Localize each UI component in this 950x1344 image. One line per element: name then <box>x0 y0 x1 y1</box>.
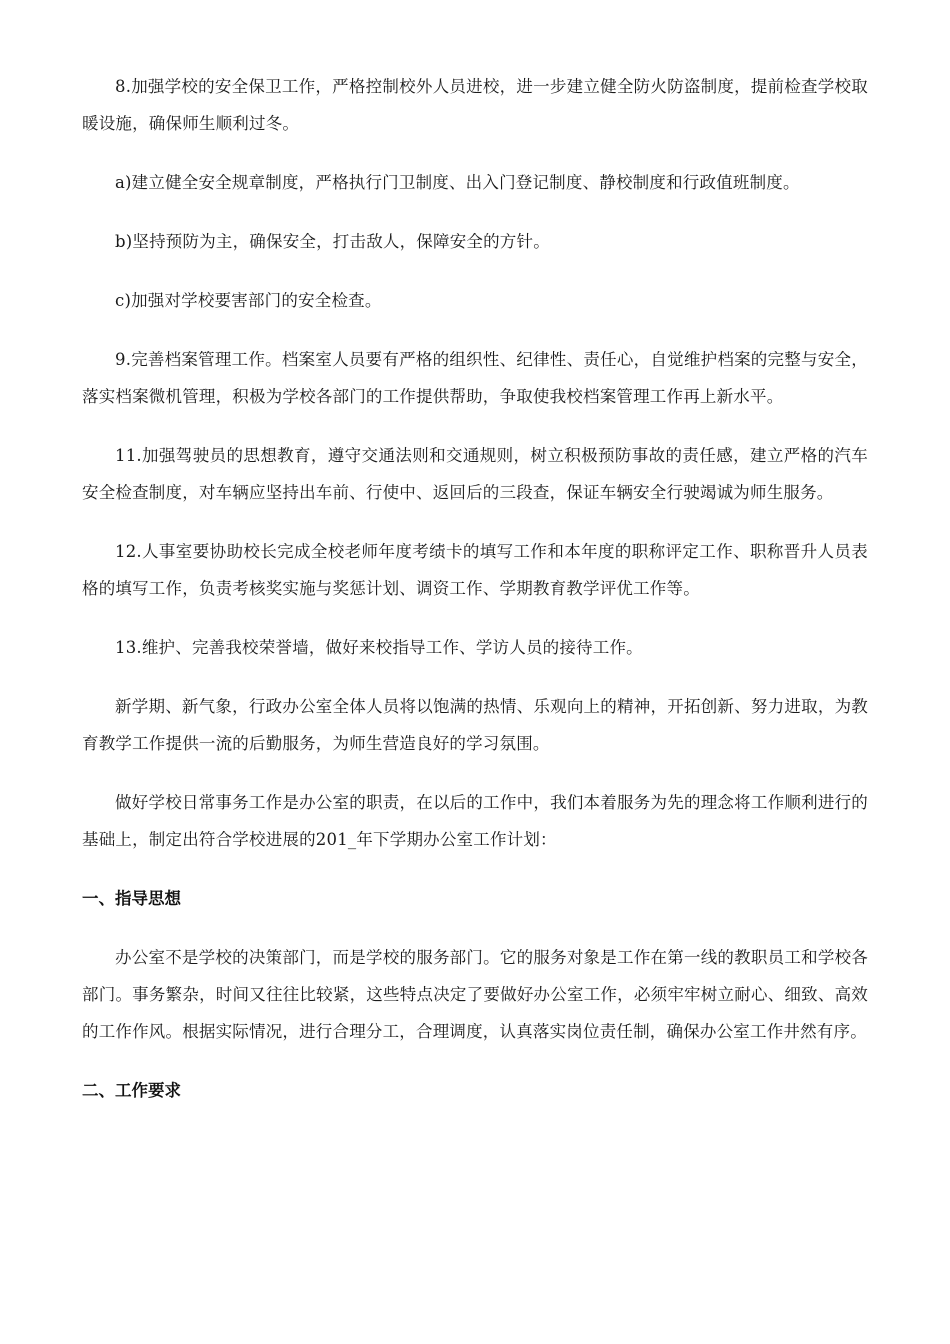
paragraph-guiding-ideology: 办公室不是学校的决策部门，而是学校的服务部门。它的服务对象是工作在第一线的教职员工和学校各部门。事务繁杂，时间又往往比较紧，这些特点决定了要做好办公室工作，必须牢牢树立耐心、细致、高效的工作作风。根据实际情况，进行合理分工，合理调度，认真落实岗位责任制，确保办公室工作井然有序。 <box>82 948 868 1041</box>
paragraph-item-a: a)建立健全安全规章制度，严格执行门卫制度、出入门登记制度、静校制度和行政值班制度。 <box>115 173 800 192</box>
paragraph-item-8: 8.加强学校的安全保卫工作，严格控制校外人员进校，进一步建立健全防火防盗制度，提前检查学校取暖设施，确保师生顺利过冬。 <box>82 77 868 133</box>
paragraph-item-c: c)加强对学校要害部门的安全检查。 <box>115 291 382 310</box>
paragraph-plan-intro: 做好学校日常事务工作是办公室的职责，在以后的工作中，我们本着服务为先的理念将工作顺利进行的基础上，制定出符合学校进展的201_年下学期办公室工作计划： <box>82 793 868 849</box>
paragraph-new-semester: 新学期、新气象，行政办公室全体人员将以饱满的热情、乐观向上的精神，开拓创新、努力进取，为教育教学工作提供一流的后勤服务，为师生营造良好的学习氛围。 <box>82 697 868 753</box>
paragraph-item-b: b)坚持预防为主，确保安全，打击敌人，保障安全的方针。 <box>115 232 550 251</box>
section-heading-guiding-ideology: 一、指导思想 <box>82 889 181 908</box>
section-heading-work-requirements: 二、工作要求 <box>82 1081 181 1100</box>
paragraph-item-13: 13.维护、完善我校荣誉墙，做好来校指导工作、学访人员的接待工作。 <box>115 638 643 657</box>
paragraph-item-11: 11.加强驾驶员的思想教育，遵守交通法则和交通规则，树立积极预防事故的责任感，建立严格的汽车安全检查制度，对车辆应坚持出车前、行使中、返回后的三段查，保证车辆安全行驶竭诚为师生服务。 <box>82 446 868 502</box>
paragraph-item-12: 12.人事室要协助校长完成全校老师年度考绩卡的填写工作和本年度的职称评定工作、职称晋升人员表格的填写工作，负责考核奖实施与奖惩计划、调资工作、学期教育教学评优工作等。 <box>82 542 868 598</box>
paragraph-item-9: 9.完善档案管理工作。档案室人员要有严格的组织性、纪律性、责任心，自觉维护档案的完整与安全，落实档案微机管理，积极为学校各部门的工作提供帮助，争取使我校档案管理工作再上新水平。 <box>82 350 868 406</box>
